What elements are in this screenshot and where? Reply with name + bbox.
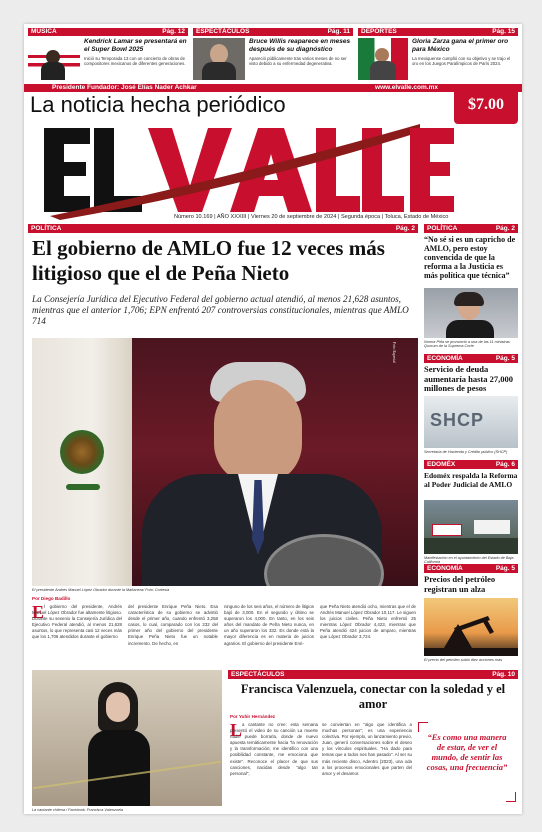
teaser-photo — [28, 38, 80, 80]
sidebar-item-politics[interactable] — [424, 224, 518, 348]
bottom-headline[interactable]: Francisca Valenzuela, conectar con la soledad y el amor — [240, 682, 506, 711]
bottom-photo-caption: La cantante chilena / Facebook: Francisca Valenzuela — [32, 808, 124, 812]
sidebar-caption: Secretaría de Hacienda y Crédito público (SHCP) — [424, 450, 508, 454]
section-label: ESPECTÁCULOS — [196, 28, 250, 35]
section-bar — [193, 28, 353, 36]
section-label: DEPORTES — [361, 28, 397, 35]
logo-letter-e — [410, 128, 454, 212]
main-deck: La Consejería Jurídica del Ejecutivo Federal del gobierno actual atendió, al menos 21,628 asuntos, mientras que el anterior 1,706; EPN enfrentó 207 controversias constitucionales, mientras que AMLO 714 — [32, 294, 409, 327]
sidebar-headline[interactable]: Precios del petróleo registran un alza — [424, 574, 496, 594]
price-box — [454, 84, 518, 124]
section-label: ESPECTÁCULOS — [231, 671, 285, 678]
sidebar-headline[interactable]: Edoméx respalda la Reforma al Poder Judicial de AMLO — [424, 471, 518, 489]
bottom-byline: Por Yuhir Hernández — [230, 714, 276, 719]
section-bar — [28, 224, 418, 233]
sidebar-item-economy[interactable] — [424, 354, 518, 454]
sidebar-photo — [424, 288, 518, 338]
shcp-sign: SHCP — [430, 410, 485, 430]
bottom-story — [228, 670, 518, 679]
teaser-body: La mexiquense cumplió con su objetivo y se trajo el oro en los Juegos Paralímpicos de París 2024. — [412, 56, 511, 67]
teaser-headline[interactable]: Gloria Zarza gana el primer oro para México — [412, 38, 509, 53]
teaser-strip — [28, 28, 518, 82]
page-ref: Pág. 6 — [495, 461, 515, 468]
section-label: MÚSICA — [31, 28, 57, 35]
website-link[interactable]: www.elvalle.com.mx — [375, 84, 438, 91]
teaser-music[interactable] — [28, 28, 188, 82]
teaser-sports[interactable] — [358, 28, 518, 82]
section-bar — [424, 564, 518, 573]
main-photo-caption: El presidente Andrés Manuel López Obrador durante la Mañanera/ Foto: Cortesía — [32, 588, 170, 592]
slogan: La noticia hecha periódico — [30, 92, 286, 117]
section-bar — [358, 28, 518, 36]
sidebar-item-edomex[interactable] — [424, 460, 518, 564]
sidebar-caption: El precio del petróleo subió diez acciones más — [424, 658, 503, 662]
section-label: POLÍTICA — [427, 225, 458, 232]
sidebar-headline[interactable]: Servicio de deuda aumentaría hasta 27,000 millones de pesos — [424, 364, 514, 393]
page-ref: Pág. 5 — [495, 565, 515, 572]
sidebar-headline[interactable]: “No sé si es un capricho de AMLO, pero estoy convencida de que la reforma a la Justicia es más política que técnica” — [424, 235, 516, 280]
section-label: ECONOMÍA — [427, 355, 463, 362]
section-label: EDOMÉX — [427, 461, 456, 468]
founder-text: Presidente Fundador: José Elías Nader Achkar — [52, 84, 197, 91]
el-valle-logo[interactable] — [44, 120, 420, 220]
section-label: ECONOMÍA — [427, 565, 463, 572]
main-column-2: del presidente Enrique Peña Nieto. Esa característica de su gobierno se advirtió desde el primer año, cuando enfrentó 3,258 casos, lo cual, comparado con los 232 del primer año del gobierno del presidente Enrique Peña Nieto fue un notable incremento. De hecho, en — [128, 604, 218, 646]
main-column-1: l gobierno del presidente, Andrés Manuel López Obrador fue altamente litigioso. Durante su sexenio la Consejería Jurídica del Ejecutivo Federal atendió, al menos 21,628 asuntos, lo que representa casi 12 veces más que los 1,706 atendidos durante el gobierno — [32, 604, 122, 640]
teaser-photo — [358, 38, 408, 80]
main-column-4: que Peña Nieto atendió ocho, mientras que el de Andrés Manuel López Obrador 10,117. Le siguen los juicios civiles. Peña Nieto enfrentó 25 mientras López Obrador 4,423, mientras que Peña atendió 424 juicios de amparo, mientras que López Obrador 3,724. — [320, 604, 416, 640]
bottom-photo — [32, 670, 222, 806]
drop-cap: L — [230, 720, 243, 740]
edition-line: Número 10.169 | AÑO XXXIII | Viernes 20 de septiembre de 2024 | Segunda época | Toluca, Estado de México — [174, 214, 449, 220]
section-bar — [424, 354, 518, 363]
sidebar-photo — [424, 598, 518, 656]
main-photo — [32, 338, 418, 586]
page-ref[interactable]: Pág. 10 — [492, 671, 515, 678]
edition-location: Toluca, Estado de México — [384, 214, 449, 220]
logo-text — [420, 120, 421, 121]
teaser-entertainment[interactable] — [193, 28, 353, 82]
page-ref: Pág. 11 — [327, 28, 350, 35]
section-bar — [228, 670, 518, 679]
main-byline: Por Diego Badillo — [32, 596, 71, 601]
teaser-headline[interactable]: Bruce Willis reaparece en meses después de su diagnóstico — [249, 38, 351, 53]
teaser-body: Inició su Temporada 13 con un concierto de obras de compositores mexicanos de diferentes generaciones. — [84, 56, 186, 67]
teaser-body: Apareció públicamente tras varios meses de no ser visto debido a su enfermedad degenerativa. — [249, 56, 347, 67]
teaser-photo — [193, 38, 245, 80]
section-bar — [424, 224, 518, 233]
drop-cap: E — [32, 602, 45, 622]
price: $7.00 — [468, 96, 504, 113]
pull-quote — [418, 722, 516, 802]
face — [214, 380, 302, 484]
bottom-column-2: se conviertan en "algo que identifica a muchas personas"; es una experiencia colectiva. Por ejemplo, un lanzamiento previo, Juan, generó conversaciones sobre el deseo y los vínculos espirituales. "Ha dado para temas que a todos nos han pasado". Al ser su más reciente disco, Adentro (2023), una oda a los procesos emocionales que parten del amor y el desamor. — [322, 722, 412, 776]
oil-pump-icon — [424, 598, 518, 656]
edition-date: Viernes 20 de septiembre de 2024 — [250, 214, 337, 220]
page-ref: Pág. 12 — [162, 28, 185, 35]
sidebar-photo — [424, 396, 518, 448]
sidebar — [424, 224, 518, 678]
sidebar-item-oil[interactable] — [424, 564, 518, 662]
section-bar — [28, 28, 188, 36]
founder-bar — [24, 84, 522, 92]
edition-epoch: Segunda época — [340, 214, 381, 220]
main-headline[interactable]: El gobierno de AMLO fue 12 veces más litigioso que el de Peña Nieto — [32, 236, 385, 285]
page-ref[interactable]: Pág. 2 — [395, 225, 415, 232]
edition-number: Número 10.169 — [174, 214, 213, 220]
quote-text: “Es como una manera de estar, de ver el mundo, de sentir las cosas, una frecuencia” — [426, 732, 508, 772]
sidebar-caption: Manifestación en el ayuntamiento del Estado de Baja California — [424, 556, 514, 564]
sidebar-photo — [424, 500, 518, 554]
main-column-3: ninguno de los seis años, el número de litigios bajó de 3,000. En el segundo y último se superaron los 4,000. En tanto, en los seis años del mandato de Peña Nieto nunca, en un año superaron los 332. Es donde está la mayor diferencia es en materia de juicios agrarios. El gobierno del presidente Enri- — [224, 604, 314, 646]
section-label: POLÍTICA — [31, 225, 62, 232]
page-ref: Pág. 5 — [495, 355, 515, 362]
bottom-column-1: a cantante no cree: esta semana presentó el video de su canción La muerte nadie puede borrarla, donde de nuevo apuesta temáticamente hacia "la renovación y la transformación; me identifico con una posibilidad constante, me emociona que existe". Reconoce el placer de que sus canciones, nacidas desde "algo tan personal", — [230, 722, 318, 776]
photo-credit: Foto: Especial — [392, 342, 396, 363]
sidebar-caption: Norma Piña se pronunció a una de las 11 ministras Quorum de la Suprema Corte — [424, 340, 510, 348]
edition-year: AÑO XXXIII — [216, 214, 247, 220]
main-story — [28, 224, 418, 233]
flag-emblem — [60, 430, 104, 474]
teaser-headline[interactable]: Kendrick Lamar se presentará en el Super Bowl 2025 — [84, 38, 187, 53]
newspaper-page — [24, 24, 522, 814]
section-bar — [424, 460, 518, 469]
page-ref: Pág. 2 — [495, 225, 515, 232]
page-ref: Pág. 15 — [492, 28, 515, 35]
logo-graphic — [44, 120, 420, 220]
